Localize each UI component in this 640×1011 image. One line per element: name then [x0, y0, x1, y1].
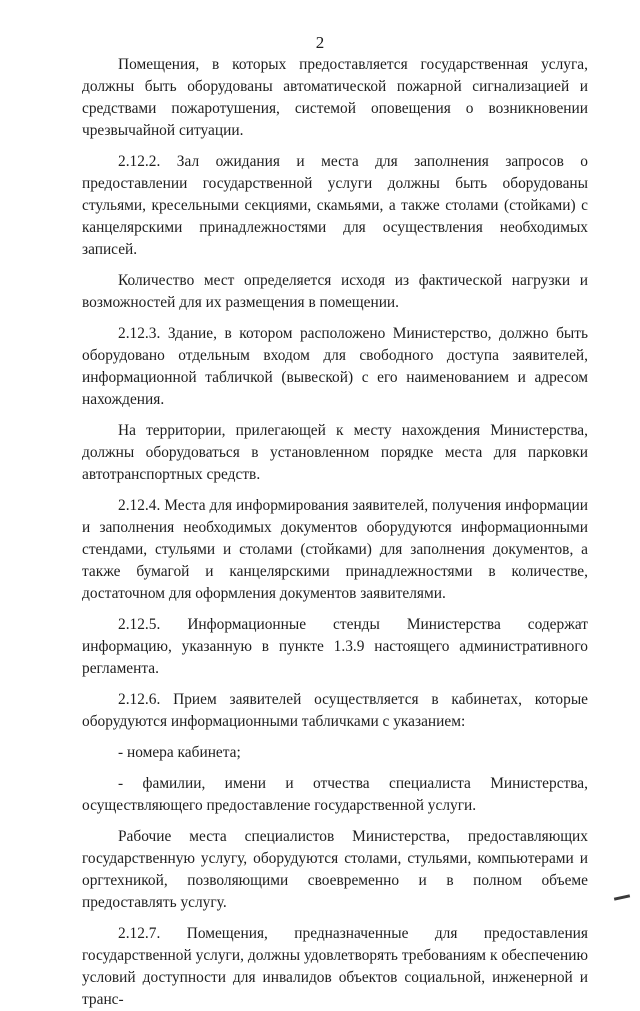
paragraph-2-12-3: 2.12.3. Здание, в котором расположено Министерство, должно быть оборудовано отдельным входом для свободного доступа заявителей, информационной табличкой (вывеской) с его наименованием и адресом нахождения. [82, 325, 588, 408]
list-item-cabinet-number: - номера кабинета; [118, 744, 241, 761]
scan-edge-mark [614, 894, 630, 900]
paragraph-2-12-7: 2.12.7. Помещения, предназначенные для предоставления государственной услуги, должны удовлетворять требованиям к обеспечению условий доступности для инвалидов объектов социальной, инженерной и транс- [82, 925, 588, 1008]
paragraph-parking: На территории, прилегающей к месту нахождения Министерства, должны оборудоваться в установленном порядке места для парковки автотранспортных средств. [82, 422, 588, 483]
paragraph-fire-safety: Помещения, в которых предоставляется государственная услуга, должны быть оборудованы автоматической пожарной сигнализацией и средствами пожаротушения, системой оповещения о возникновении чрезвычайной ситуации. [82, 56, 588, 139]
list-item-specialist-name: - фамилии, имени и отчества специалиста Министерства, осуществляющего предоставление государственной услуги. [82, 775, 588, 814]
paragraph-2-12-6: 2.12.6. Прием заявителей осуществляется в кабинетах, которые оборудуются информационными табличками с указанием: [82, 691, 588, 730]
document-body [82, 54, 588, 1011]
paragraph-2-12-5: 2.12.5. Информационные стенды Министерства содержат информацию, указанную в пункте 1.3.9 настоящего административного регламента. [82, 616, 588, 677]
paragraph-2-12-4: 2.12.4. Места для информирования заявителей, получения информации и заполнения необходимых документов оборудуются информационными стендами, стульями и столами (стойками) для заполнения документов, а также бумагой и канцелярскими принадлежностями в количестве, достаточном для оформления документов заявителями. [82, 497, 588, 602]
paragraph-workplaces: Рабочие места специалистов Министерства, предоставляющих государственную услугу, оборудуются столами, стульями, компьютерами и оргтехникой, позволяющими своевременно и в полном объеме предоставлять услугу. [82, 828, 588, 911]
page-number: 2 [315, 33, 325, 52]
paragraph-2-12-2: 2.12.2. Зал ожидания и места для заполнения запросов о предоставлении государственной услуги должны быть оборудованы стульями, кресельными секциями, скамьями, а также столами (стойками) с канцелярскими принадлежностями для осуществления необходимых записей. [82, 153, 588, 258]
paragraph-seat-count: Количество мест определяется исходя из фактической нагрузки и возможностей для их размещения в помещении. [82, 272, 588, 311]
